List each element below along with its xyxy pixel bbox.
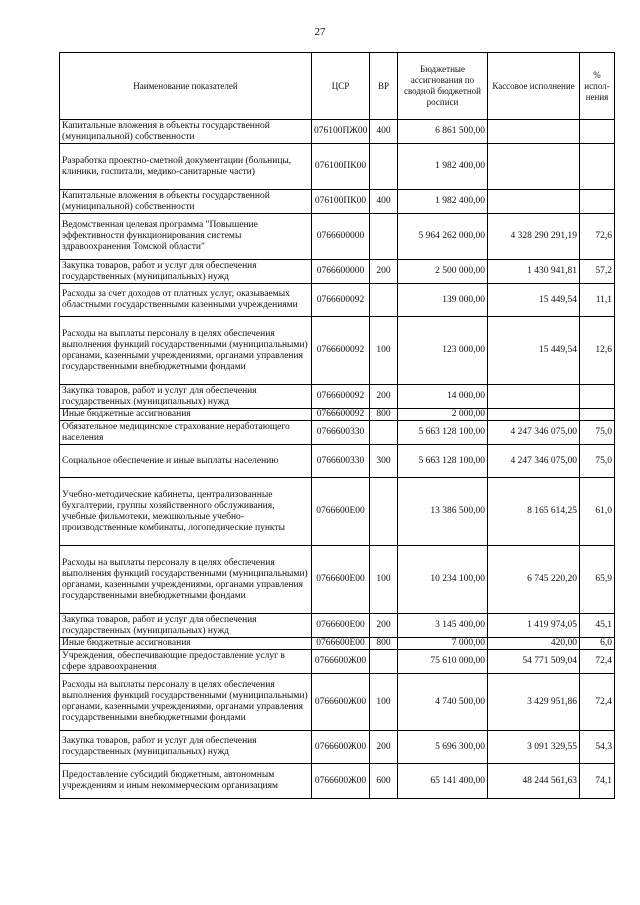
cell-csr: 076100ПК00 — [312, 190, 370, 214]
cell-name: Иные бюджетные ассигнования — [60, 409, 312, 421]
cell-cash — [488, 144, 580, 190]
cell-pct: 72,4 — [580, 650, 615, 674]
cell-name: Разработка проектно-сметной документации (больницы, клиники, госпитали, медико-санитарные части) — [60, 144, 312, 190]
table-row — [60, 674, 615, 731]
cell-name: Социальное обеспечение и иные выплаты населению — [60, 445, 312, 478]
cell-budget: 13 386 500,00 — [398, 478, 488, 546]
cell-cash — [488, 409, 580, 421]
cell-cash: 15 449,54 — [488, 284, 580, 317]
cell-budget: 5 964 262 000,00 — [398, 214, 488, 260]
cell-budget: 1 982 400,00 — [398, 144, 488, 190]
cell-name: Закупка товаров, работ и услуг для обеспечения государственных (муниципальных) нужд — [60, 731, 312, 764]
table-row — [60, 445, 615, 478]
cell-pct: 75,0 — [580, 421, 615, 445]
cell-pct: 12,6 — [580, 317, 615, 385]
cell-csr: 0766600Ж00 — [312, 764, 370, 799]
cell-vr — [370, 214, 398, 260]
cell-pct: 54,3 — [580, 731, 615, 764]
cell-vr: 800 — [370, 638, 398, 650]
cell-name: Капитальные вложения в объекты государственной (муниципальной) собственности — [60, 120, 312, 144]
cell-pct — [580, 120, 615, 144]
cell-csr: 0766600092 — [312, 409, 370, 421]
cell-budget: 7 000,00 — [398, 638, 488, 650]
cell-name: Закупка товаров, работ и услуг для обеспечения государственных (муниципальных) нужд — [60, 614, 312, 638]
cell-cash: 3 429 951,86 — [488, 674, 580, 731]
cell-cash: 4 328 290 291,19 — [488, 214, 580, 260]
table-row — [60, 546, 615, 614]
cell-vr — [370, 144, 398, 190]
cell-name: Учебно-методические кабинеты, централизованные бухгалтерии, группы хозяйственного обслуживания, учебные фильмотеки, межшкольные учебно-производственные комбинаты, логопедические пункты — [60, 478, 312, 546]
cell-vr: 100 — [370, 674, 398, 731]
cell-name: Ведомственная целевая программа "Повышение эффективности функционирования системы здравоохранения Томской области" — [60, 214, 312, 260]
cell-vr: 100 — [370, 546, 398, 614]
cell-vr — [370, 421, 398, 445]
cell-name: Расходы на выплаты персоналу в целях обеспечения выполнения функций государственными (муниципальными) органами, казенными учреждениями, органами управления государственными внебюджетными фондами — [60, 317, 312, 385]
cell-csr: 0766600Ж00 — [312, 650, 370, 674]
cell-vr: 200 — [370, 731, 398, 764]
cell-csr: 0766600092 — [312, 385, 370, 409]
cell-csr: 0766600330 — [312, 445, 370, 478]
table-row — [60, 409, 615, 421]
cell-name: Расходы за счет доходов от платных услуг, оказываемых областными государственными казенными учреждениями — [60, 284, 312, 317]
cell-budget: 65 141 400,00 — [398, 764, 488, 799]
cell-pct: 61,0 — [580, 478, 615, 546]
cell-budget: 123 000,00 — [398, 317, 488, 385]
cell-pct: 74,1 — [580, 764, 615, 799]
cell-vr: 600 — [370, 764, 398, 799]
cell-budget: 139 000,00 — [398, 284, 488, 317]
cell-cash — [488, 385, 580, 409]
table-row — [60, 120, 615, 144]
header-csr: ЦСР — [312, 53, 370, 120]
table-row — [60, 764, 615, 799]
cell-name: Расходы на выплаты персоналу в целях обеспечения выполнения функций государственными (муниципальными) органами, казенными учреждениями, органами управления государственными внебюджетными фондами — [60, 674, 312, 731]
table-row — [60, 421, 615, 445]
cell-vr: 200 — [370, 260, 398, 284]
table-row — [60, 260, 615, 284]
cell-pct: 75,0 — [580, 445, 615, 478]
table-row — [60, 317, 615, 385]
cell-budget: 1 982 400,00 — [398, 190, 488, 214]
cell-name: Учреждения, обеспечивающие предоставление услуг в сфере здравоохранения — [60, 650, 312, 674]
page-number: 27 — [314, 26, 326, 38]
header-vr: ВР — [370, 53, 398, 120]
cell-csr: 0766600Ж00 — [312, 731, 370, 764]
cell-cash — [488, 190, 580, 214]
cell-pct: 11,1 — [580, 284, 615, 317]
cell-cash: 48 244 561,63 — [488, 764, 580, 799]
table-row — [60, 214, 615, 260]
cell-csr: 0766600330 — [312, 421, 370, 445]
cell-name: Закупка товаров, работ и услуг для обеспечения государственных (муниципальных) нужд — [60, 260, 312, 284]
cell-csr: 0766600000 — [312, 260, 370, 284]
cell-pct — [580, 190, 615, 214]
cell-name: Иные бюджетные ассигнования — [60, 638, 312, 650]
cell-name: Капитальные вложения в объекты государственной (муниципальной) собственности — [60, 190, 312, 214]
cell-budget: 5 663 128 100,00 — [398, 445, 488, 478]
budget-table — [59, 52, 615, 799]
cell-vr — [370, 284, 398, 317]
table-row — [60, 731, 615, 764]
cell-pct: 65,9 — [580, 546, 615, 614]
cell-csr: 0766600Е00 — [312, 478, 370, 546]
cell-csr: 0766600Е00 — [312, 638, 370, 650]
cell-cash: 15 449,54 — [488, 317, 580, 385]
table-row — [60, 650, 615, 674]
cell-pct: 6,0 — [580, 638, 615, 650]
cell-cash: 420,00 — [488, 638, 580, 650]
table-row — [60, 190, 615, 214]
cell-budget: 5 696 300,00 — [398, 731, 488, 764]
cell-cash — [488, 120, 580, 144]
cell-cash: 1 419 974,05 — [488, 614, 580, 638]
cell-budget: 4 740 500,00 — [398, 674, 488, 731]
cell-vr — [370, 478, 398, 546]
cell-cash: 4 247 346 075,00 — [488, 421, 580, 445]
table-row — [60, 284, 615, 317]
cell-pct: 45,1 — [580, 614, 615, 638]
cell-vr: 200 — [370, 614, 398, 638]
cell-vr: 100 — [370, 317, 398, 385]
cell-budget: 2 000,00 — [398, 409, 488, 421]
table-row — [60, 638, 615, 650]
cell-cash: 4 247 346 075,00 — [488, 445, 580, 478]
cell-budget: 3 145 400,00 — [398, 614, 488, 638]
cell-csr: 076100ПК00 — [312, 144, 370, 190]
table-row — [60, 144, 615, 190]
cell-cash: 8 165 614,25 — [488, 478, 580, 546]
cell-budget: 6 861 500,00 — [398, 120, 488, 144]
cell-vr: 400 — [370, 120, 398, 144]
header-name: Наименование показателей — [60, 53, 312, 120]
cell-budget: 75 610 000,00 — [398, 650, 488, 674]
cell-vr: 800 — [370, 409, 398, 421]
cell-csr: 0766600Е00 — [312, 546, 370, 614]
cell-csr: 0766600092 — [312, 317, 370, 385]
cell-cash: 54 771 509,04 — [488, 650, 580, 674]
cell-name: Предоставление субсидий бюджетным, автономным учреждениям и иным некоммерческим организациям — [60, 764, 312, 799]
cell-pct — [580, 144, 615, 190]
cell-pct — [580, 409, 615, 421]
table-row — [60, 478, 615, 546]
cell-csr: 0766600092 — [312, 284, 370, 317]
cell-cash: 6 745 220,20 — [488, 546, 580, 614]
cell-vr: 400 — [370, 190, 398, 214]
table-row — [60, 614, 615, 638]
cell-vr: 300 — [370, 445, 398, 478]
table-header-row — [60, 53, 615, 120]
cell-csr: 0766600Ж00 — [312, 674, 370, 731]
table-row — [60, 385, 615, 409]
cell-pct — [580, 385, 615, 409]
header-budget: Бюджетные ассигнования по сводной бюджетной росписи — [398, 53, 488, 120]
cell-name: Обязательное медицинское страхование неработающего населения — [60, 421, 312, 445]
cell-budget: 5 663 128 100,00 — [398, 421, 488, 445]
cell-cash: 1 430 941,81 — [488, 260, 580, 284]
cell-csr: 0766600Е00 — [312, 614, 370, 638]
cell-pct: 72,6 — [580, 214, 615, 260]
cell-budget: 14 000,00 — [398, 385, 488, 409]
cell-vr: 200 — [370, 385, 398, 409]
cell-budget: 10 234 100,00 — [398, 546, 488, 614]
cell-csr: 076100ПЖ00 — [312, 120, 370, 144]
cell-pct: 57,2 — [580, 260, 615, 284]
cell-cash: 3 091 329,55 — [488, 731, 580, 764]
cell-vr — [370, 650, 398, 674]
header-cash: Кассовое исполнение — [488, 53, 580, 120]
cell-pct: 72,4 — [580, 674, 615, 731]
cell-name: Закупка товаров, работ и услуг для обеспечения государственных (муниципальных) нужд — [60, 385, 312, 409]
cell-csr: 0766600000 — [312, 214, 370, 260]
header-pct: % испол-нения — [580, 53, 615, 120]
cell-budget: 2 500 000,00 — [398, 260, 488, 284]
cell-name: Расходы на выплаты персоналу в целях обеспечения выполнения функций государственными (муниципальными) органами, казенными учреждениями, органами управления государственными внебюджетными фондами — [60, 546, 312, 614]
